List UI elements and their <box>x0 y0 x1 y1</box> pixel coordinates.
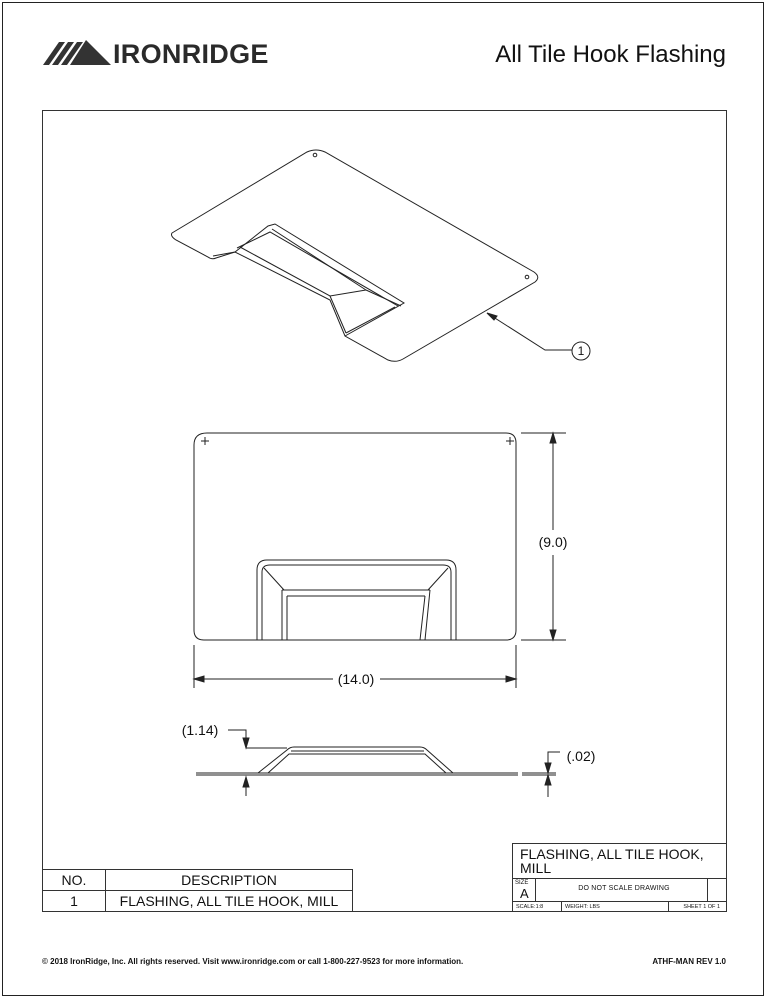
thickness-dimension: (.02) <box>566 748 596 764</box>
balloon-leader <box>487 313 590 360</box>
divider <box>668 902 669 911</box>
size-cell <box>513 879 536 901</box>
revision-cell <box>707 879 726 901</box>
title-block-size-row <box>513 878 726 902</box>
scale-text: SCALE:1:8 <box>516 904 544 910</box>
size-value: A <box>520 886 529 901</box>
rise-dimension: (1.14) <box>181 722 219 738</box>
weight-text: WEIGHT: LBS <box>565 904 600 910</box>
bom-item-description: FLASHING, ALL TILE HOOK, MILL <box>106 891 353 912</box>
bom-row <box>43 891 353 912</box>
divider <box>561 902 562 911</box>
scale-note: DO NOT SCALE DRAWING <box>578 885 670 892</box>
balloon-number: 1 <box>577 344 585 358</box>
title-block <box>512 843 727 912</box>
top-view <box>194 433 566 688</box>
height-dimension: (9.0) <box>538 534 568 550</box>
bom-header-row <box>43 870 353 891</box>
sheet-text: SHEET 1 OF 1 <box>683 904 720 910</box>
part-name: FLASHING, ALL TILE HOOK, MILL <box>520 846 704 876</box>
bom-header-description: DESCRIPTION <box>106 870 353 891</box>
title-block-info-row <box>513 902 726 911</box>
width-dimension: (14.0) <box>337 671 375 687</box>
bom-header-no: NO. <box>43 870 106 891</box>
copyright-notice: © 2018 IronRidge, Inc. All rights reserved. Visit www.ironridge.com or call 1-800-227-9523 for more information. <box>42 957 464 966</box>
bom-item-no: 1 <box>43 891 106 912</box>
page-title: All Tile Hook Flashing <box>495 41 726 68</box>
isometric-view <box>172 150 538 361</box>
side-view <box>196 730 560 797</box>
document-id: ATHF-MAN REV 1.0 <box>652 957 726 966</box>
brand-name: IRONRIDGE <box>113 39 269 69</box>
bill-of-materials <box>42 869 353 912</box>
size-label: SIZE <box>515 880 529 886</box>
